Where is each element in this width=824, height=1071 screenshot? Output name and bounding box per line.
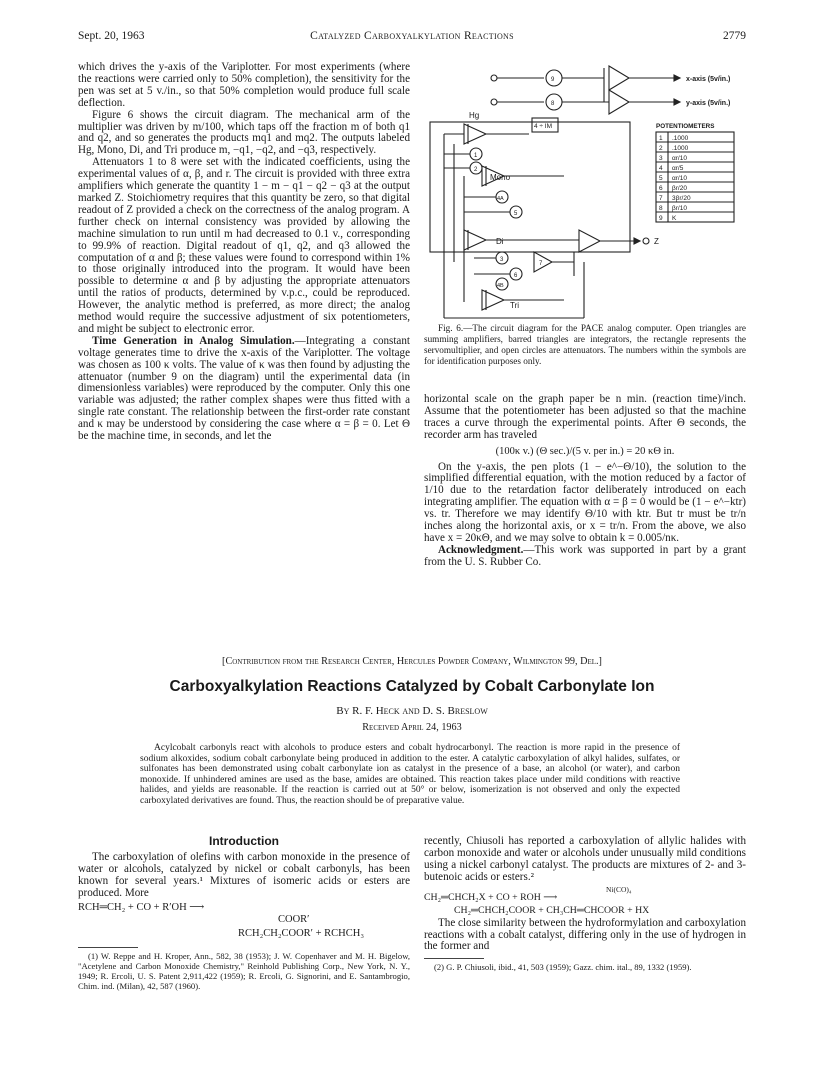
circuit-diagram — [424, 62, 746, 324]
header-date: Sept. 20, 1963 — [78, 30, 145, 42]
hg-label: Hg — [469, 111, 480, 120]
input-terminal — [491, 75, 497, 81]
reaction-catalyst: Ni(CO)₄ — [606, 884, 632, 894]
paragraph-text: —Integrating a constant voltage generates time to drive the x-axis of the Variplotter. The voltage was chosen as 100 κ volts. The value of κ was then found by adjusting the attenuator (number 9 on the diagram) until the experimental data (in dimensionless variables) were reproduced by the computer. Only this one variable was adjusted; the rather complex shapes were thus fitted with a single rate constant. The relationship between the first-order rate constant and κ may be understood by considering the case where α = β = 0. Let Θ be the machine time, in seconds, and let the — [78, 334, 411, 443]
pot-value: αr/10 — [672, 155, 687, 162]
pot-value: 3βr/20 — [672, 195, 691, 202]
paragraph: The carboxylation of olefins with carbon monoxide in the presence of water or alcohols, catalyzed by nickel or cobalt carbonyls, has been known for several years.¹ Mixtures of isomeric acids or esters are produced. More — [78, 850, 410, 899]
paragraph: On the y-axis, the pen plots (1 − e^−Θ/10), the solution to the simplified differential equation, with the motion reduced by a factor of 1/10 due to the retardation factor deliberately introduced on each integrating amplifier. The equation with α = β = 0 would be (1 − e^−ktr) vs. tr. Therefore we may identify Θ/10 with ktr. But tr must be tr/n inches along the horizontal axis, or x = tr/n. From the above, we also have x = 20κΘ, and we may solve to obtain k = 0.005/nκ. — [424, 460, 746, 544]
amplifier-triangle — [609, 66, 629, 90]
intro-right-column — [424, 836, 746, 972]
y-axis-label: y-axis (5v/in.) — [686, 100, 731, 107]
contribution-line: [Contribution from the Research Center, Hercules Powder Company, Wilmington 99, Del.] — [222, 656, 602, 667]
pot-num: 5 — [659, 175, 663, 182]
caption-text: Fig. 6.—The circuit diagram for the PACE analog computer. Open triangles are summing amplifiers, barred triangles are integrators, the rectangle represents the servomultiplier, and open circles are attenuators. The numbers within the symbols are for identification purposes only. — [424, 323, 746, 366]
attenuator-number: 3 — [500, 257, 504, 263]
tri-label: Tri — [510, 301, 520, 310]
paragraph: horizontal scale on the graph paper be n min. (reaction time)/inch. Assume that the potentiometer has been adjusted so that the machine traces a curve through the experimental points. After Θ seconds, the recorder arm has traveled — [424, 393, 746, 441]
footnote-rule — [424, 958, 484, 959]
attenuator-number: 5 — [514, 211, 518, 217]
pot-value: βr/10 — [672, 205, 687, 212]
attenuator-number: 4B — [497, 283, 504, 289]
pot-num: 7 — [659, 195, 663, 202]
article-authors: By R. F. Heck and D. S. Breslow — [336, 705, 488, 717]
reaction-scheme — [424, 884, 746, 918]
attenuator-number: 4A — [497, 196, 504, 202]
mono-label: Mono — [490, 173, 511, 182]
run-in-heading: Acknowledgment. — [438, 543, 524, 556]
attenuator-number: 2 — [474, 167, 478, 173]
footnote-text: (2) G. P. Chiusoli, ibid., 41, 503 (1959); Gazz. chim. ital., 89, 1332 (1959). — [434, 962, 692, 973]
pot-value: .1000 — [672, 145, 689, 152]
circuit-diagram-figure — [424, 62, 746, 324]
pot-num: 8 — [659, 205, 663, 212]
pot-num: 9 — [659, 215, 663, 222]
attenuator-number: 7 — [539, 261, 543, 267]
left-column — [78, 62, 410, 443]
paragraph — [424, 545, 746, 569]
header-running-title: Catalyzed Carboxyalkylation Reactions — [310, 30, 514, 42]
pot-num: 4 — [659, 165, 663, 172]
header-page-number: 2779 — [723, 30, 746, 42]
reaction-products: CH₂═CHCH₂COOR + CH₃CH═CHCOOR + HX — [454, 904, 650, 916]
footnote-text: (1) W. Reppe and H. Kroper, Ann., 582, 38 (1953); J. W. Copenhaver and M. H. Bigelow, "Acetylene and Carbon Monoxide Chemistry," Reinhold Publishing Corp., New York, N. Y., 1949; R. Ercoli, U. S. Patent 2,911,422 (1959); R. Ercoli, G. Signorini, and E. Santambrogio, Chim. ind. (Milan), 42, 587 (1960). — [78, 950, 410, 991]
pot-value: K — [672, 215, 677, 222]
pot-num: 2 — [659, 145, 663, 152]
potentiometers-title: POTENTIOMETERS — [656, 123, 715, 130]
x-axis-label: x-axis (5v/in.) — [686, 76, 731, 83]
page-header — [78, 30, 746, 50]
reaction-scheme — [78, 900, 410, 942]
reaction-branch: COOR′ — [278, 913, 310, 925]
attenuator-number: 8 — [551, 101, 555, 107]
attenuator-number: 1 — [474, 153, 478, 159]
attenuator-number: 6 — [514, 273, 518, 279]
section-heading: Introduction — [209, 834, 279, 848]
run-in-heading: Time Generation in Analog Simulation. — [92, 334, 295, 347]
intro-left-column — [78, 836, 410, 991]
pot-value: βr/20 — [672, 185, 687, 192]
figure-caption — [424, 323, 746, 367]
z-label: Z — [654, 237, 659, 246]
di-label: Di — [496, 237, 504, 246]
pot-num: 1 — [659, 135, 663, 142]
footnote — [78, 951, 410, 991]
paragraph: Figure 6 shows the circuit diagram. The mechanical arm of the multiplier was driven by m/100, which taps off the fraction m of both q1 and q2, and so generates the products mq1 and mq2. The outputs labeled Hg, Mono, Di, and Tri produce m, −q1, −q2, and −q3, respectively. — [78, 108, 410, 157]
reaction-reactants: CH₂═CHCH₂X + CO + ROH ⟶ — [424, 891, 558, 903]
pot-value: αr/5 — [672, 165, 684, 172]
pot-value: αr/10 — [672, 175, 687, 182]
abstract — [140, 743, 680, 807]
paragraph: The close similarity between the hydroformylation and carboxylation reactions with a cobalt catalyst, differing only in the use of hydrogen in the former and — [424, 916, 746, 953]
paragraph-text: —This work was supported in part by a grant from the U. S. Rubber Co. — [424, 543, 746, 568]
reaction-products: RCH₂CH₂COOR′ + RCHCH₃ — [238, 927, 364, 939]
right-column — [424, 394, 746, 569]
pot-num: 3 — [659, 155, 663, 162]
paragraph: recently, Chiusoli has reported a carboxylation of allylic halides with carbon monoxide and water or alcohols under unusually mild conditions using a nickel carbonyl catalyst. The products are mixtures of 2- and 3-butenoic acids or esters.² — [424, 835, 746, 883]
article-title: Carboxyalkylation Reactions Catalyzed by Cobalt Carbonylate Ion — [169, 678, 655, 695]
servo-label: 4 ÷ IM — [534, 123, 553, 130]
paragraph: which drives the y-axis of the Variplotter. For most experiments (where the reactions were carried only to 50% completion), the sensitivity for the pen was set at 5 v./in., so that 50% completion would produce full scale deflection. — [78, 61, 410, 109]
paragraph: Attenuators 1 to 8 were set with the indicated coefficients, using the experimental values of α, β, and r. The circuit is provided with three extra amplifiers which generate the quantity 1 − m − q1 − q2 − q3 at the output marked Z. Stoichiometry requires that this quantity be zero, so that digital readout of Z provided a check on the correctness of the analog program. A further check on internal consistency was provided by allowing the machine simulation to run until m had decreased to 0.1 v., corresponding to 99.9% of reaction. Digital readout of q1, q2, and q3 allowed the computation of α and β; these values were found to correspond within 1% to those originally introduced into the program. It would have been possible to determine α and β by adjusting the appropriate attenuators until the ratios of products, determined by v.p.c., could be reproduced. However, the analytic method is preferred, as more direct; the analog method would require the successive adjustment of six potentiometers, and might be subject to electronic error. — [78, 156, 410, 335]
pot-value: .1000 — [672, 135, 689, 142]
footnote-rule — [78, 947, 138, 948]
received-date: Received April 24, 1963 — [362, 722, 462, 733]
reaction-reactants: RCH═CH₂ + CO + R′OH ⟶ — [78, 901, 205, 913]
attenuator-number: 9 — [551, 77, 555, 83]
paragraph — [78, 336, 410, 443]
pot-num: 6 — [659, 185, 663, 192]
footnote — [424, 962, 746, 972]
abstract-text: Acylcobalt carbonyls react with alcohols to produce esters and cobalt hydrocarbonyl. The reaction is more rapid in the presence of sodium alkoxides, sodium cobalt carbonylate being produced in addition to the ester. A catalytic carboxylation of alkyl halides, sulfates, or sulfonates has been demonstrated using cobalt carbonylate ion as catalyst in the presence of a base, an alcohol (or water), and carbon monoxide. If unhindered amines are used as the base, amides are obtained. This reaction takes place under mild conditions with reactive halides, and yields are reasonable. If the reaction is carried out at 50° or below, isomerization is not observed and only the expected carboxylated derivatives are found. Thus, the reaction should be of preparative value. — [140, 743, 680, 806]
equation: (100κ v.) (Θ sec.)/(5 v. per in.) = 20 κΘ in. — [495, 445, 675, 457]
